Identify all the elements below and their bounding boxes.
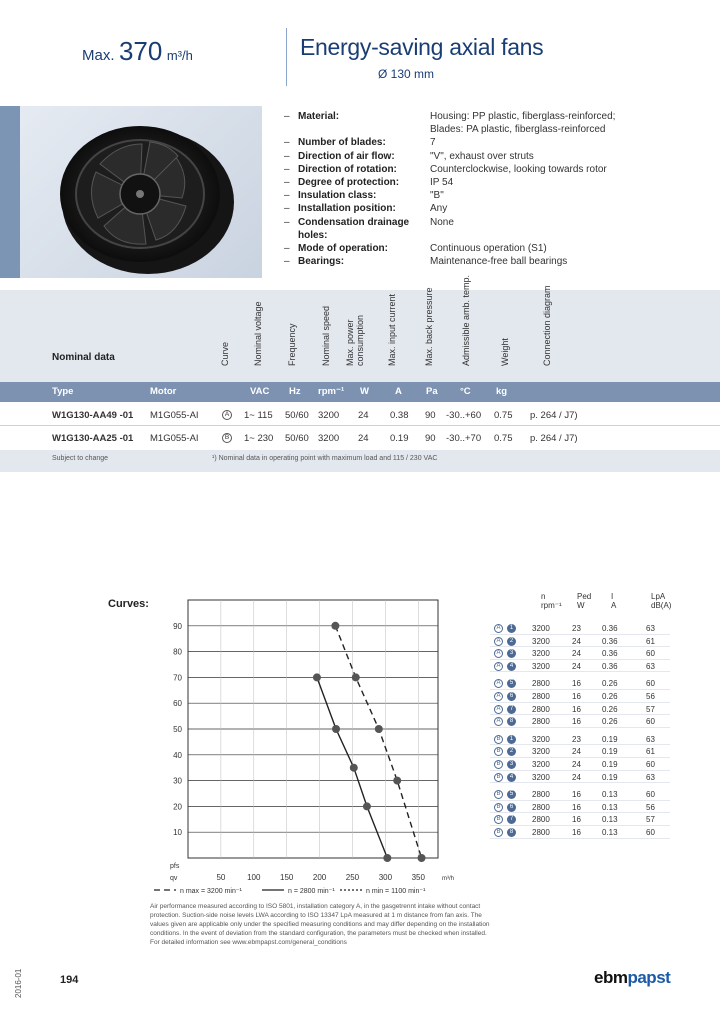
point-marker: 3 — [507, 649, 516, 658]
page-number: 194 — [60, 974, 79, 986]
spec-row: – Direction of rotation: Counterclockwise, looking towards rotor — [284, 163, 607, 175]
bar-w: W — [360, 386, 369, 397]
table-row: A 4 3200 24 0.36 63 — [490, 660, 670, 673]
col-header-speed: Nominal speed — [321, 305, 331, 366]
data-point — [363, 802, 371, 810]
curve-marker: A — [494, 679, 503, 688]
point-marker: 5 — [507, 679, 516, 688]
y-axis-label: pfs — [170, 863, 180, 870]
performance-group — [490, 733, 670, 783]
bar-vac: VAC — [250, 386, 270, 397]
curve-marker: B — [494, 760, 503, 769]
spec-row: – Number of blades: 7 — [284, 137, 436, 149]
ph-l: LpA dB(A) — [651, 592, 672, 610]
x-unit-label: m³/h — [442, 876, 454, 882]
x-tick-label: 200 — [312, 873, 327, 882]
page-subtitle: Ø 130 mm — [378, 67, 435, 81]
footer-date: 2016-01 — [14, 968, 23, 998]
ph-n: n rpm⁻¹ — [541, 592, 562, 610]
ph-p: Ped W — [577, 592, 592, 610]
y-tick-label: 10 — [173, 828, 182, 838]
bar-c: °C — [460, 386, 471, 397]
curve-marker: A — [494, 692, 503, 701]
y-tick-label: 40 — [173, 750, 182, 760]
bar-rpm: rpm⁻¹ — [318, 386, 345, 397]
spec-row: – Condensation drainage holes: None — [284, 216, 454, 241]
x-tick-label: 250 — [345, 873, 360, 882]
table-row: B 2 3200 24 0.19 61 — [490, 745, 670, 758]
col-header-frequency: Frequency — [287, 323, 297, 366]
curve-marker: B — [494, 828, 503, 837]
fan-illustration — [0, 106, 262, 278]
point-marker: 3 — [507, 760, 516, 769]
data-point — [331, 622, 339, 630]
x-axis-label: qv — [170, 875, 178, 882]
nominal-data-header — [0, 274, 720, 382]
table-row: B 5 2800 16 0.13 60 — [490, 788, 670, 801]
table-footnote-bar — [0, 450, 720, 472]
performance-group — [490, 677, 670, 727]
col-header-diagram: Connection diagram — [542, 285, 552, 366]
y-tick-label: 20 — [173, 802, 182, 812]
table-row: W1G130-AA49 -01 M1G055-AI A 1~ 115 50/60 3200 24 0.38 90 -30..+60 0.75 p. 264 / J7) — [0, 404, 720, 426]
data-point — [418, 854, 426, 862]
x-tick-label: 350 — [411, 873, 425, 882]
y-tick-label: 90 — [173, 621, 182, 631]
page-title: Energy-saving axial fans — [300, 34, 544, 60]
bar-kg: kg — [496, 386, 508, 397]
x-tick-label: 100 — [247, 873, 261, 882]
table-row: B 4 3200 24 0.19 63 — [490, 771, 670, 784]
brand-logo: ebmpapst — [594, 968, 671, 987]
spec-row: – Degree of protection: IP 54 — [284, 177, 454, 189]
curve-marker: B — [494, 747, 503, 756]
point-marker: 7 — [507, 705, 516, 714]
data-point — [332, 725, 340, 733]
table-row: B 3 3200 24 0.19 60 — [490, 758, 670, 771]
performance-table-body — [490, 622, 670, 839]
point-marker: 4 — [507, 773, 516, 782]
x-tick-label: 150 — [280, 873, 294, 882]
table-row: A 3 3200 24 0.36 60 — [490, 647, 670, 660]
x-tick-label: 300 — [378, 873, 393, 882]
col-header-power: Max. power consumption — [345, 314, 365, 366]
table-row: W1G130-AA25 -01 M1G055-AI B 1~ 230 50/60 3200 24 0.19 90 -30..+70 0.75 p. 264 / J7) — [0, 427, 720, 449]
data-point — [393, 777, 401, 785]
col-header-temp: Admissible amb. temp. — [461, 274, 471, 366]
curve-marker: B — [494, 815, 503, 824]
col-header-curve: Curve — [220, 341, 230, 366]
point-marker: 1 — [507, 624, 516, 633]
bar-motor: Motor — [150, 386, 177, 397]
curves-note: Air performance measured according to ISO 5801, installation category A, in the gasgetrennt intake without contact protection. Suction-side noise levels LWA according to ISO 13347 LpA measured at 1 m distance from fan axis. The values given are applicable only under the specified measuring conditions and may differ depending on the installation conditions. In the event of deviation from the standard configuration, the parameters must be checked when installed. For detailed information see www.ebmpapst.com/general_conditions — [150, 903, 490, 946]
table-row: A 1 3200 23 0.36 63 — [490, 622, 670, 635]
header-max-flow — [82, 36, 193, 67]
table-row: B 6 2800 16 0.13 56 — [490, 801, 670, 814]
point-marker: 8 — [507, 828, 516, 837]
y-tick-label: 30 — [173, 776, 182, 786]
bar-pa: Pa — [426, 386, 438, 397]
table-row: A 2 3200 24 0.36 61 — [490, 635, 670, 648]
spec-row: – Bearings: Maintenance-free ball bearings — [284, 256, 568, 268]
curve-marker: A — [494, 624, 503, 633]
performance-chart — [150, 590, 480, 900]
curve-marker: B — [494, 790, 503, 799]
legend-label: n = 2800 min⁻¹ — [288, 888, 335, 895]
y-tick-label: 70 — [173, 673, 182, 683]
bar-a: A — [395, 386, 402, 397]
performance-table-header — [490, 592, 670, 622]
max-value: 370 — [118, 36, 163, 66]
spec-row: – Insulation class: "B" — [284, 190, 444, 202]
bar-type: Type — [52, 386, 74, 397]
table-row: B 7 2800 16 0.13 57 — [490, 813, 670, 826]
spec-row: – Installation position: Any — [284, 203, 448, 215]
point-marker: 4 — [507, 662, 516, 671]
curve-marker: A — [494, 649, 503, 658]
legend-label: n min = 1100 min⁻¹ — [366, 888, 426, 895]
point-marker: 1 — [507, 735, 516, 744]
spec-row: Blades: PA plastic, fiberglass-reinforced — [430, 124, 606, 136]
point-marker: 5 — [507, 790, 516, 799]
specification-list — [284, 110, 714, 268]
data-point — [375, 725, 383, 733]
curve-marker: A — [494, 705, 503, 714]
col-header-current: Max. input current — [387, 293, 397, 366]
max-unit: m³/h — [166, 48, 193, 63]
curve-marker: B — [222, 433, 232, 443]
nominal-data-unit-bar — [0, 382, 720, 402]
nominal-footnote: ¹) Nominal data in operating point with maximum load and 115 / 230 VAC — [212, 455, 438, 462]
y-tick-label: 60 — [173, 699, 182, 709]
table-row: A 8 2800 16 0.26 60 — [490, 715, 670, 728]
curve-marker: B — [494, 735, 503, 744]
ph-i: I A — [611, 592, 617, 610]
table-row: A 6 2800 16 0.26 56 — [490, 690, 670, 703]
performance-group — [490, 622, 670, 672]
table-row: A 5 2800 16 0.26 60 — [490, 677, 670, 690]
spec-row: – Mode of operation: Continuous operation (S1) — [284, 243, 547, 255]
point-marker: 6 — [507, 803, 516, 812]
performance-group — [490, 788, 670, 838]
product-image — [0, 106, 262, 278]
point-marker: 6 — [507, 692, 516, 701]
x-tick-label: 50 — [216, 873, 226, 882]
point-marker: 7 — [507, 815, 516, 824]
data-point — [350, 764, 358, 772]
bar-hz: Hz — [289, 386, 301, 397]
header-divider — [286, 28, 287, 86]
point-marker: 2 — [507, 637, 516, 646]
curve-marker: B — [494, 773, 503, 782]
spec-row: – Material: Housing: PP plastic, fiberglass-reinforced; — [284, 111, 616, 122]
curves-label: Curves: — [108, 598, 149, 610]
table-row: B 8 2800 16 0.13 60 — [490, 826, 670, 839]
table-row: A 7 2800 16 0.26 57 — [490, 703, 670, 716]
performance-table — [490, 592, 670, 844]
legend-label: n max = 3200 min⁻¹ — [180, 888, 242, 895]
curve-marker: A — [494, 637, 503, 646]
data-point — [352, 673, 360, 681]
chart-svg — [150, 590, 480, 900]
col-header-weight: Weight — [500, 338, 510, 366]
point-marker: 2 — [507, 747, 516, 756]
curve-marker: A — [222, 410, 232, 420]
subject-to-change: Subject to change — [52, 455, 109, 462]
data-point — [313, 673, 321, 681]
spec-row: – Direction of air flow: "V", exhaust over struts — [284, 150, 534, 162]
data-point — [383, 854, 391, 862]
col-header-back-pressure: Max. back pressure — [424, 287, 434, 366]
y-tick-label: 50 — [173, 725, 182, 734]
point-marker: 8 — [507, 717, 516, 726]
curve-marker: A — [494, 717, 503, 726]
table-row: B 1 3200 23 0.19 63 — [490, 733, 670, 746]
y-tick-label: 80 — [173, 647, 182, 657]
max-prefix: Max. — [82, 47, 115, 64]
curve-marker: B — [494, 803, 503, 812]
curve-marker: A — [494, 662, 503, 671]
nominal-data-title: Nominal data — [52, 352, 115, 363]
col-header-voltage: Nominal voltage — [253, 301, 263, 366]
